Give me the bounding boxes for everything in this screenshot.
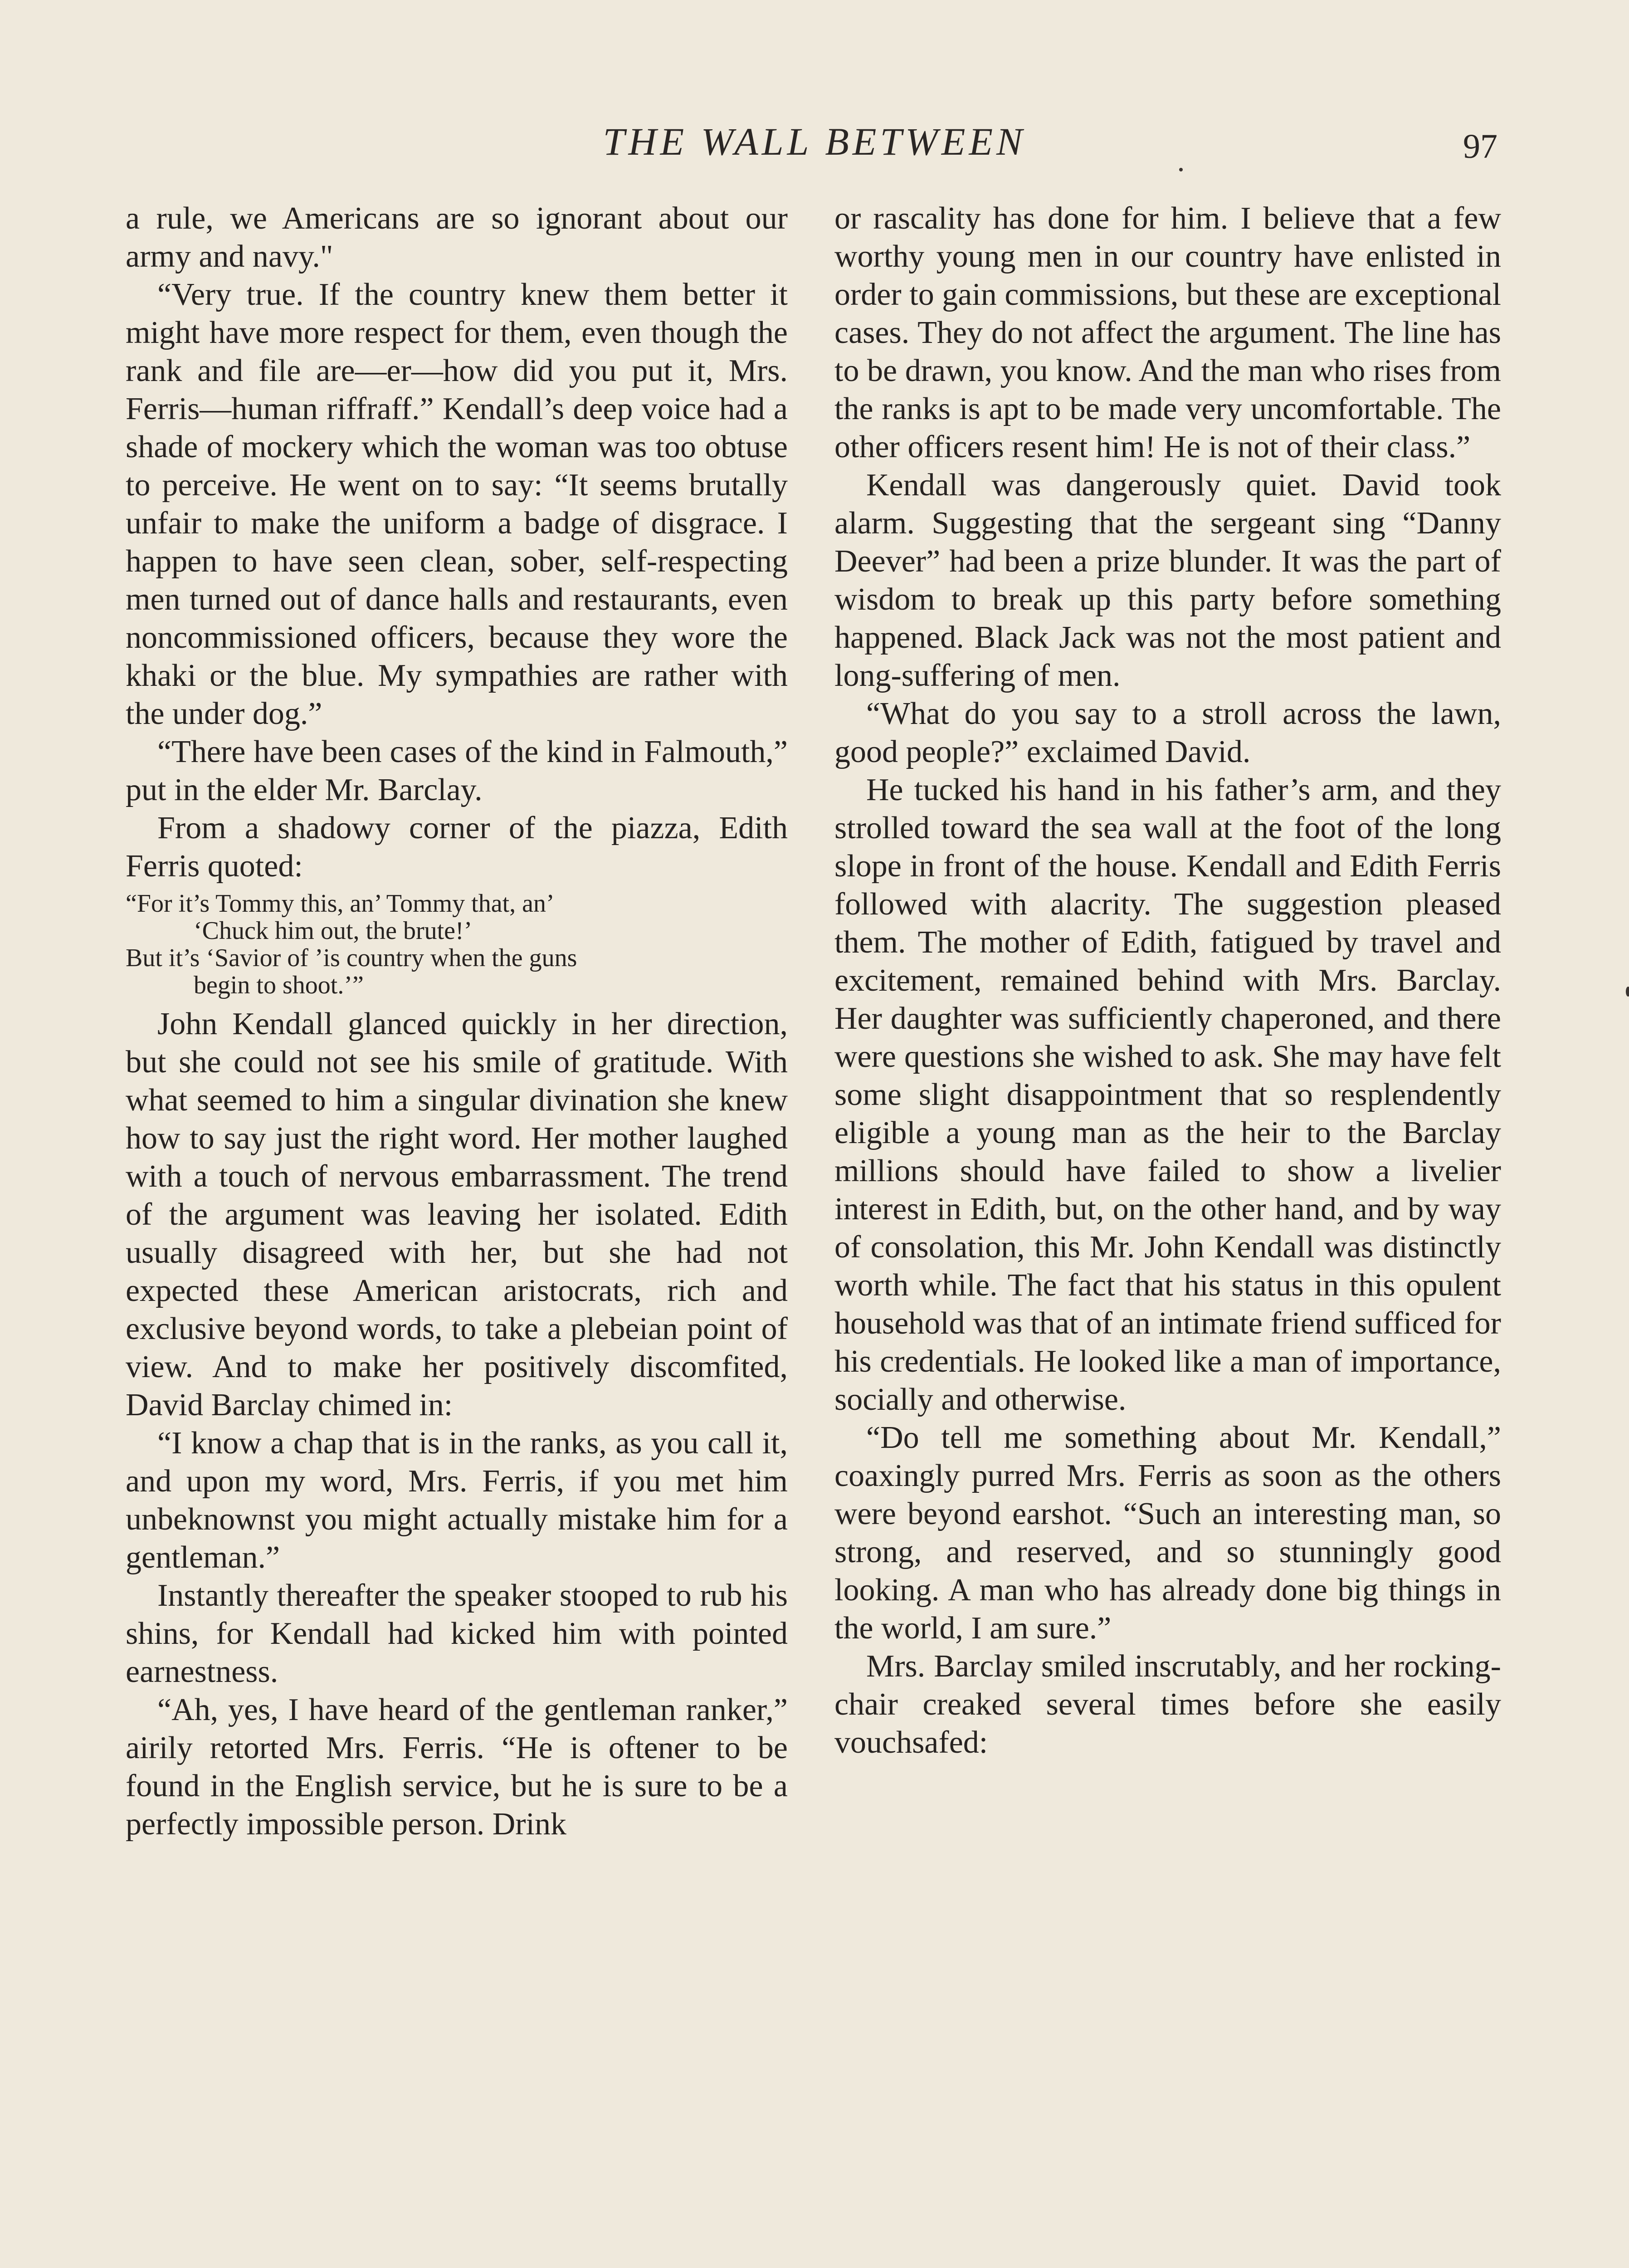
paragraph: John Kendall glanced quickly in her direction, but she could not see his smile of gratitude. With what seemed to him a singular divination she knew how to say just the right word. Her mother laughed with a touch of nervous embarrassment. The trend of the argument was leaving her isolated. Edith usually disagreed with her, but she had not expected these American aristocrats, rich and exclusive beyond words, to take a plebeian point of view. And to make her positively discomfited, David Barclay chimed in: [126, 1007, 788, 1422]
paper-speck [1626, 987, 1629, 997]
paragraph: From a shadowy corner of the piazza, Edith Ferris quoted: [126, 811, 788, 884]
verse-line: “For it’s Tommy this, an’ Tommy that, an’ [126, 890, 555, 918]
paragraph: “Ah, yes, I have heard of the gentleman ranker,” airily retorted Mrs. Ferris. “He is oftener to be found in the English service, but he is sure to be a perfectly impossible person. Drink [126, 1692, 788, 1842]
left-column [126, 200, 788, 1843]
running-title: THE WALL BETWEEN [603, 120, 1026, 163]
paragraph: “What do you say to a stroll across the lawn, good people?” exclaimed David. [834, 696, 1501, 769]
paragraph: Kendall was dangerously quiet. David took alarm. Suggesting that the sergeant sing “Danny Deever” had been a prize blunder. It was the part of wisdom to break up this party before something happened. Black Jack was not the most patient and long-suffering of men. [834, 468, 1501, 693]
paragraph: He tucked his hand in his father’s arm, and they strolled toward the sea wall at the foot of the long slope in front of the house. Kendall and Edith Ferris followed with alacrity. The suggestion pleased them. The mother of Edith, fatigued by travel and excitement, remained behind with Mrs. Barclay. Her daughter was sufficiently chaperoned, and there were questions she wished to ask. She may have felt some slight disappointment that so resplendently eligible a young man as the heir to the Barclay millions should have failed to show a livelier interest in Edith, but, on the other hand, and by way of consolation, this Mr. John Kendall was distinctly worth while. The fact that his status in this opulent household was that of an intimate friend sufficed for his credentials. He looked like a man of importance, socially and otherwise. [834, 772, 1501, 1417]
page-number: 97 [1463, 127, 1497, 166]
verse-line: But it’s ‘Savior of ’is country when the guns [126, 944, 577, 972]
paragraph: “I know a chap that is in the ranks, as you call it, and upon my word, Mrs. Ferris, if you met him unbeknownst you might actually mistake him for a gentleman.” [126, 1426, 788, 1575]
paragraph: Mrs. Barclay smiled inscrutably, and her rocking-chair creaked several times before she easily vouchsafed: [834, 1649, 1501, 1760]
paragraph: a rule, we Americans are so ignorant about our army and navy." [126, 201, 788, 274]
verse-line: begin to shoot.’” [194, 971, 364, 999]
verse-quote [126, 890, 788, 999]
paragraph: “Do tell me something about Mr. Kendall,” coaxingly purred Mrs. Ferris as soon as the others were beyond earshot. “Such an interesting man, so strong, and reserved, and so stunningly good looking. A man who has already done big things in the world, I am sure.” [834, 1420, 1501, 1646]
paper-speck [1179, 168, 1183, 171]
paragraph: Instantly thereafter the speaker stooped to rub his shins, for Kendall had kicked him with pointed earnestness. [126, 1578, 788, 1689]
paragraph: “There have been cases of the kind in Falmouth,” put in the elder Mr. Barclay. [126, 734, 788, 807]
verse-line: ‘Chuck him out, the brute!’ [194, 917, 473, 945]
right-column [834, 200, 1501, 1762]
paragraph: or rascality has done for him. I believe that a few worthy young men in our country have enlisted in order to gain commissions, but these are exceptional cases. They do not affect the argument. The line has to be drawn, you know. And the man who rises from the ranks is apt to be made very uncomfortable. The other officers resent him! He is not of their class.” [834, 201, 1501, 464]
paragraph: “Very true. If the country knew them better it might have more respect for them, even though the rank and file are—er—how did you put it, Mrs. Ferris—human riffraff.” Kendall’s deep voice had a shade of mockery which the woman was too obtuse to perceive. He went on to say: “It seems brutally unfair to make the uniform a badge of disgrace. I happen to have seen clean, sober, self-respecting men turned out of dance halls and restaurants, even noncommissioned officers, because they wore the khaki or the blue. My sympathies are rather with the under dog.” [126, 277, 788, 731]
